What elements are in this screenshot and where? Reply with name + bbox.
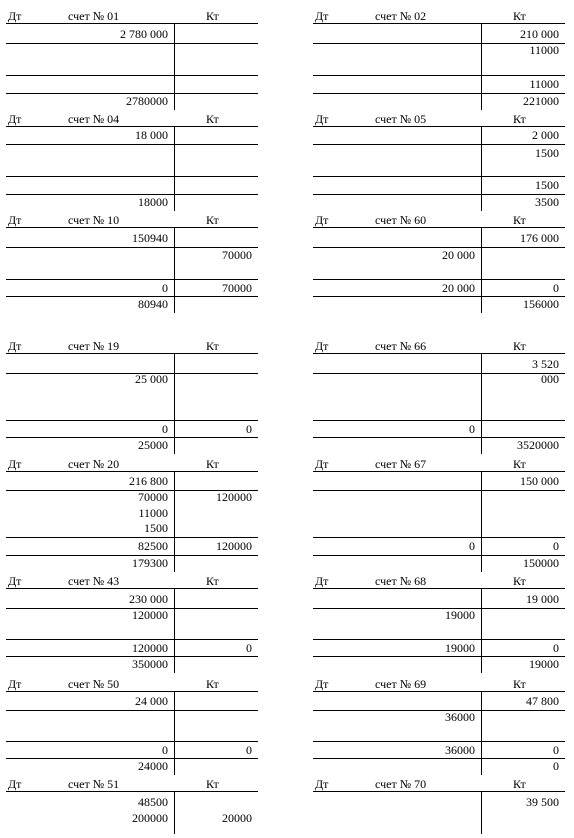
- credit-entry: 2 000: [532, 128, 559, 142]
- header-rule: [313, 791, 565, 792]
- t-account: [6, 457, 258, 570]
- credit-entry: 000: [541, 372, 559, 386]
- debit-entry: [313, 231, 475, 245]
- balance-debit: 80940: [138, 297, 168, 311]
- debit-entry: 24 000: [135, 694, 168, 708]
- turnover-credit: [483, 422, 559, 436]
- credit-entry: 47 800: [526, 694, 559, 708]
- turnover-rule: [6, 279, 258, 280]
- turnover-debit: [313, 178, 475, 192]
- header-rule: [6, 471, 258, 472]
- balance-debit: [313, 195, 475, 209]
- credit-label: Кт: [206, 112, 219, 126]
- credit-label: Кт: [206, 339, 219, 353]
- balance-debit: 2780000: [126, 94, 168, 108]
- credit-label: Кт: [206, 213, 219, 227]
- entry-rule: [313, 144, 565, 145]
- t-account-divider: [174, 228, 175, 313]
- credit-entry: 176 000: [520, 231, 559, 245]
- balance-credit: 3520000: [517, 438, 559, 452]
- credit-entry: 150 000: [520, 474, 559, 488]
- turnover-debit: 0: [469, 422, 475, 436]
- t-account: [313, 213, 565, 311]
- turnover-credit: 0: [553, 743, 559, 757]
- balance-debit: [313, 759, 475, 773]
- account-title: счет № 04: [68, 112, 120, 126]
- credit-label: Кт: [206, 574, 219, 588]
- balance-debit: 350000: [132, 657, 168, 671]
- turnover-debit: [313, 77, 475, 91]
- debit-entry: 18 000: [135, 128, 168, 142]
- header-rule: [313, 471, 565, 472]
- turnover-rule: [313, 537, 565, 538]
- t-account: [6, 339, 258, 452]
- account-title: счет № 05: [375, 112, 427, 126]
- debit-entry: 36000: [445, 710, 475, 724]
- credit-label: Кт: [513, 677, 526, 691]
- t-account-divider: [174, 354, 175, 454]
- account-title: счет № 20: [68, 457, 120, 471]
- account-title: счет № 67: [375, 457, 427, 471]
- entry-rule: [6, 710, 258, 711]
- t-account-divider: [481, 589, 482, 673]
- credit-label: Кт: [513, 339, 526, 353]
- turnover-credit: 0: [553, 641, 559, 655]
- debit-label: Дт: [8, 213, 22, 227]
- turnover-rule: [313, 639, 565, 640]
- entry-rule: [6, 43, 258, 44]
- debit-entry: [313, 694, 475, 708]
- debit-label: Дт: [8, 9, 22, 23]
- debit-entry: 19000: [445, 608, 475, 622]
- t-account-divider: [174, 792, 175, 834]
- turnover-rule: [6, 537, 258, 538]
- account-title: счет № 66: [375, 339, 427, 353]
- header-rule: [6, 353, 258, 354]
- header-rule: [313, 126, 565, 127]
- balance-credit: [176, 195, 252, 209]
- credit-label: Кт: [206, 777, 219, 791]
- t-account: [6, 112, 258, 209]
- balance-credit: 156000: [523, 297, 559, 311]
- balance-credit: [176, 94, 252, 108]
- debit-label: Дт: [8, 112, 22, 126]
- balance-debit: [313, 657, 475, 671]
- header-rule: [313, 588, 565, 589]
- debit-label: Дт: [8, 677, 22, 691]
- turnover-rule: [6, 420, 258, 421]
- account-title: счет № 60: [375, 213, 427, 227]
- turnover-credit: 120000: [216, 539, 252, 553]
- debit-label: Дт: [8, 339, 22, 353]
- turnover-rule: [313, 75, 565, 76]
- debit-entry: [6, 357, 168, 371]
- balance-credit: 0: [553, 759, 559, 773]
- turnover-credit: 1500: [535, 178, 559, 192]
- t-account-divider: [481, 127, 482, 211]
- turnover-credit: 0: [553, 281, 559, 295]
- t-account-divider: [174, 692, 175, 775]
- balance-credit: [176, 759, 252, 773]
- credit-label: Кт: [513, 112, 526, 126]
- turnover-debit: 0: [162, 743, 168, 757]
- t-account-divider: [174, 589, 175, 673]
- account-title: счет № 01: [68, 9, 120, 23]
- debit-label: Дт: [315, 9, 329, 23]
- t-account-divider: [174, 127, 175, 211]
- account-title: счет № 70: [375, 777, 427, 791]
- turnover-credit: [176, 178, 252, 192]
- debit-entry: 48500: [138, 795, 168, 809]
- debit-entry: 11000: [138, 506, 168, 520]
- credit-entry: 3 520: [532, 357, 559, 371]
- debit-label: Дт: [315, 112, 329, 126]
- debit-label: Дт: [315, 457, 329, 471]
- turnover-debit: 120000: [132, 641, 168, 655]
- debit-entry: 200000: [132, 811, 168, 825]
- turnover-debit: [6, 77, 168, 91]
- credit-label: Кт: [513, 457, 526, 471]
- credit-entry: 19 000: [526, 592, 559, 606]
- t-account-divider: [481, 24, 482, 110]
- credit-label: Кт: [513, 9, 526, 23]
- credit-entry: [176, 474, 252, 488]
- t-account: [6, 213, 258, 311]
- turnover-credit: 0: [553, 539, 559, 553]
- account-title: счет № 68: [375, 574, 427, 588]
- debit-label: Дт: [8, 574, 22, 588]
- credit-entry: 39 500: [526, 795, 559, 809]
- entry-rule: [313, 490, 565, 491]
- t-account: [313, 574, 565, 671]
- turnover-rule: [313, 176, 565, 177]
- balance-credit: [176, 297, 252, 311]
- balance-credit: 150000: [523, 556, 559, 570]
- header-rule: [313, 227, 565, 228]
- t-account: [313, 778, 565, 838]
- balance-credit: 19000: [529, 657, 559, 671]
- credit-entry: 1500: [535, 146, 559, 160]
- debit-label: Дт: [315, 213, 329, 227]
- balance-credit: [176, 438, 252, 452]
- credit-label: Кт: [206, 457, 219, 471]
- header-rule: [6, 691, 258, 692]
- debit-entry: 216 800: [129, 474, 168, 488]
- debit-entry: [313, 592, 475, 606]
- balance-credit: 221000: [523, 94, 559, 108]
- t-account: [6, 574, 258, 671]
- credit-entry: 20000: [222, 811, 252, 825]
- account-title: счет № 43: [68, 574, 120, 588]
- turnover-debit: 82500: [138, 539, 168, 553]
- t-account: [313, 677, 565, 773]
- t-account: [313, 9, 565, 108]
- t-account-divider: [174, 24, 175, 110]
- turnover-rule: [6, 176, 258, 177]
- credit-entry: 210 000: [520, 27, 559, 41]
- t-account-divider: [174, 472, 175, 572]
- turnover-credit: 70000: [222, 281, 252, 295]
- debit-label: Дт: [8, 457, 22, 471]
- turnover-debit: 20 000: [442, 281, 475, 295]
- turnover-rule: [6, 639, 258, 640]
- credit-label: Кт: [513, 777, 526, 791]
- turnover-rule: [313, 420, 565, 421]
- t-account-divider: [481, 792, 482, 834]
- t-account-divider: [481, 228, 482, 313]
- credit-entry: 120000: [216, 490, 252, 504]
- account-title: счет № 50: [68, 677, 120, 691]
- balance-debit: [313, 556, 475, 570]
- balance-debit: [313, 438, 475, 452]
- debit-entry: 230 000: [129, 592, 168, 606]
- balance-debit: 25000: [138, 438, 168, 452]
- credit-entry: 11000: [529, 43, 559, 57]
- turnover-rule: [6, 75, 258, 76]
- credit-label: Кт: [206, 677, 219, 691]
- header-rule: [6, 126, 258, 127]
- account-title: счет № 69: [375, 677, 427, 691]
- turnover-credit: 0: [246, 743, 252, 757]
- credit-label: Кт: [513, 574, 526, 588]
- header-rule: [6, 23, 258, 24]
- balance-debit: 24000: [138, 759, 168, 773]
- balance-credit: 3500: [535, 195, 559, 209]
- debit-entry: 150940: [132, 231, 168, 245]
- header-rule: [313, 23, 565, 24]
- turnover-rule: [313, 741, 565, 742]
- debit-entry: 1500: [144, 521, 168, 535]
- debit-label: Дт: [315, 777, 329, 791]
- turnover-credit: 0: [246, 422, 252, 436]
- t-account: [313, 112, 565, 209]
- header-rule: [6, 791, 258, 792]
- turnover-rule: [6, 741, 258, 742]
- balance-debit: 18000: [138, 195, 168, 209]
- credit-label: Кт: [513, 213, 526, 227]
- debit-label: Дт: [315, 339, 329, 353]
- account-title: счет № 10: [68, 213, 120, 227]
- turnover-debit: 0: [162, 422, 168, 436]
- debit-entry: 25 000: [135, 372, 168, 386]
- turnover-rule: [313, 279, 565, 280]
- balance-credit: [176, 657, 252, 671]
- turnover-credit: [176, 77, 252, 91]
- turnover-debit: 19000: [445, 641, 475, 655]
- t-account: [6, 778, 258, 838]
- credit-entry: 70000: [222, 248, 252, 262]
- debit-label: Дт: [315, 677, 329, 691]
- t-account: [6, 677, 258, 773]
- turnover-debit: 36000: [445, 743, 475, 757]
- entry-rule: [6, 144, 258, 145]
- header-rule: [313, 691, 565, 692]
- account-title: счет № 02: [375, 9, 427, 23]
- turnover-debit: [6, 178, 168, 192]
- header-rule: [6, 227, 258, 228]
- debit-entry: 20 000: [442, 248, 475, 262]
- balance-debit: [313, 94, 475, 108]
- debit-label: Дт: [8, 777, 22, 791]
- debit-entry: 2 780 000: [120, 27, 168, 41]
- t-account-divider: [481, 692, 482, 775]
- credit-entry: [176, 795, 252, 809]
- t-account-divider: [481, 354, 482, 454]
- debit-entry: 120000: [132, 608, 168, 622]
- account-title: счет № 19: [68, 339, 120, 353]
- t-account: [313, 457, 565, 570]
- turnover-credit: 11000: [529, 77, 559, 91]
- debit-label: Дт: [315, 574, 329, 588]
- balance-debit: [313, 297, 475, 311]
- turnover-credit: 0: [246, 641, 252, 655]
- turnover-debit: 0: [162, 281, 168, 295]
- account-title: счет № 51: [68, 777, 120, 791]
- t-account: [6, 9, 258, 108]
- balance-debit: 179300: [132, 556, 168, 570]
- t-account: [313, 339, 565, 452]
- debit-entry: 70000: [138, 490, 168, 504]
- t-account-divider: [481, 472, 482, 572]
- credit-label: Кт: [206, 9, 219, 23]
- balance-credit: [176, 556, 252, 570]
- header-rule: [313, 353, 565, 354]
- header-rule: [6, 588, 258, 589]
- turnover-debit: 0: [469, 539, 475, 553]
- credit-entry: [176, 231, 252, 245]
